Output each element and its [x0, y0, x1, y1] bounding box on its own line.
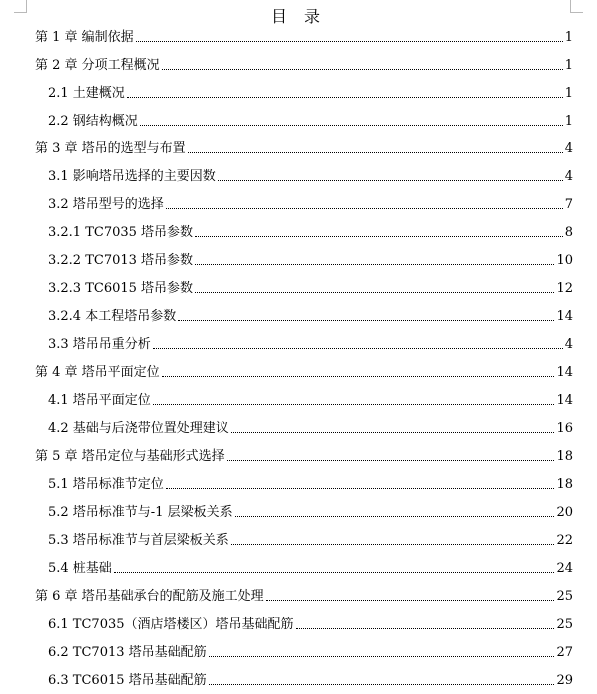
toc-entry-label: 3.2.4 本工程塔吊参数 — [48, 309, 177, 324]
dot-leader — [195, 291, 554, 293]
toc-entry-page: 4 — [564, 337, 573, 352]
toc-entry-5-4[interactable] — [0, 557, 597, 577]
toc-entry-label: 5.4 桩基础 — [48, 561, 112, 576]
dot-leader — [114, 571, 555, 573]
dot-leader — [231, 431, 555, 433]
dot-leader — [166, 487, 555, 489]
dot-leader — [195, 235, 563, 237]
toc-entry-4-2[interactable] — [0, 417, 597, 437]
toc-entry-3-2-2[interactable] — [0, 249, 597, 269]
toc-entry-page: 4 — [564, 169, 573, 184]
toc-entry-label: 6.3 TC6015 塔吊基础配筋 — [48, 673, 207, 688]
toc-title: 目 录 — [270, 7, 327, 26]
toc-entry-page: 4 — [564, 141, 573, 156]
toc-entry-page: 7 — [564, 197, 573, 212]
toc-entry-6-3[interactable] — [0, 669, 597, 689]
toc-entry-label: 第 4 章 塔吊平面定位 — [35, 365, 160, 380]
toc-entry-page: 1 — [564, 114, 573, 129]
toc-entry-page: 14 — [556, 393, 573, 408]
toc-entry-5-1[interactable] — [0, 473, 597, 493]
dot-leader — [136, 40, 563, 42]
toc-entry-5-2[interactable] — [0, 501, 597, 521]
toc-entry-5-3[interactable] — [0, 529, 597, 549]
toc-entry-label: 第 6 章 塔吊基础承台的配筋及施工处理 — [35, 589, 264, 604]
toc-entry-label: 3.3 塔吊吊重分析 — [48, 337, 151, 352]
dot-leader — [166, 207, 563, 209]
dot-leader — [178, 319, 554, 321]
dot-leader — [140, 124, 563, 126]
toc-entry-label: 第 3 章 塔吊的选型与布置 — [35, 141, 186, 156]
dot-leader — [209, 655, 555, 657]
dot-leader — [227, 459, 555, 461]
toc-entry-page: 20 — [556, 505, 573, 520]
toc-entry-6-1[interactable] — [0, 613, 597, 633]
toc-entry-label: 3.2 塔吊型号的选择 — [48, 197, 164, 212]
dot-leader — [266, 599, 555, 601]
toc-entry-3-2-4[interactable] — [0, 305, 597, 325]
toc-entry-label: 6.2 TC7013 塔吊基础配筋 — [48, 645, 207, 660]
toc-entry-page: 14 — [556, 365, 573, 380]
dot-leader — [153, 403, 555, 405]
toc-entry-chapter-5[interactable] — [0, 445, 597, 465]
dot-leader — [153, 347, 563, 349]
toc-entry-label: 3.1 影响塔吊选择的主要因数 — [48, 169, 216, 184]
toc-entry-label: 5.3 塔吊标准节与首层梁板关系 — [48, 533, 229, 548]
toc-entry-page: 14 — [556, 309, 573, 324]
toc-entry-3-2[interactable] — [0, 193, 597, 213]
toc-entry-label: 第 5 章 塔吊定位与基础形式选择 — [35, 449, 225, 464]
toc-entry-page: 18 — [556, 449, 573, 464]
dot-leader — [195, 263, 554, 265]
toc-entry-label: 2.1 土建概况 — [48, 86, 125, 101]
toc-entry-chapter-3[interactable] — [0, 137, 597, 157]
toc-entry-label: 4.1 塔吊平面定位 — [48, 393, 151, 408]
toc-entry-page: 1 — [564, 58, 573, 73]
dot-leader — [218, 179, 563, 181]
toc-entry-page: 10 — [556, 253, 573, 268]
toc-entry-page: 16 — [556, 421, 573, 436]
toc-entry-label: 2.2 钢结构概况 — [48, 114, 138, 129]
toc-entry-chapter-6[interactable] — [0, 585, 597, 605]
toc-entry-3-1[interactable] — [0, 165, 597, 185]
toc-entry-label: 3.2.2 TC7013 塔吊参数 — [48, 253, 194, 268]
dot-leader — [209, 683, 555, 685]
toc-entry-page: 22 — [556, 533, 573, 548]
toc-entry-chapter-2[interactable] — [0, 54, 597, 74]
toc-entry-label: 4.2 基础与后浇带位置处理建议 — [48, 421, 229, 436]
toc-entry-page: 27 — [556, 645, 573, 660]
toc-entry-page: 12 — [556, 281, 573, 296]
toc-entry-2-2[interactable] — [0, 110, 597, 130]
toc-entry-page: 1 — [564, 30, 573, 45]
toc-entry-page: 25 — [556, 589, 573, 604]
toc-entry-3-3[interactable] — [0, 333, 597, 353]
toc-entry-3-2-3[interactable] — [0, 277, 597, 297]
toc-entry-4-1[interactable] — [0, 389, 597, 409]
toc-entry-label: 6.1 TC7035（酒店塔楼区）塔吊基础配筋 — [48, 617, 294, 632]
dot-leader — [127, 96, 563, 98]
toc-entry-2-1[interactable] — [0, 82, 597, 102]
toc-entry-label: 第 2 章 分项工程概况 — [35, 58, 160, 73]
toc-entry-label: 第 1 章 编制依据 — [35, 30, 134, 45]
toc-entry-chapter-1[interactable] — [0, 26, 597, 46]
toc-entry-label: 5.1 塔吊标准节定位 — [48, 477, 164, 492]
toc-entry-page: 1 — [564, 86, 573, 101]
dot-leader — [188, 151, 563, 153]
dot-leader — [235, 515, 555, 517]
toc-entry-page: 29 — [556, 673, 573, 688]
toc-entry-chapter-4[interactable] — [0, 361, 597, 381]
toc-entry-page: 18 — [556, 477, 573, 492]
dot-leader — [231, 543, 555, 545]
toc-entry-label: 5.2 塔吊标准节与-1 层梁板关系 — [48, 505, 233, 520]
toc-entry-page: 24 — [556, 561, 573, 576]
toc-entry-6-2[interactable] — [0, 641, 597, 661]
toc-entry-page: 25 — [556, 617, 573, 632]
toc-entry-3-2-1[interactable] — [0, 221, 597, 241]
toc-entry-label: 3.2.3 TC6015 塔吊参数 — [48, 281, 194, 296]
toc-entry-page: 8 — [564, 225, 573, 240]
toc-entry-label: 3.2.1 TC7035 塔吊参数 — [48, 225, 194, 240]
dot-leader — [162, 375, 555, 377]
dot-leader — [162, 68, 563, 70]
dot-leader — [296, 627, 555, 629]
